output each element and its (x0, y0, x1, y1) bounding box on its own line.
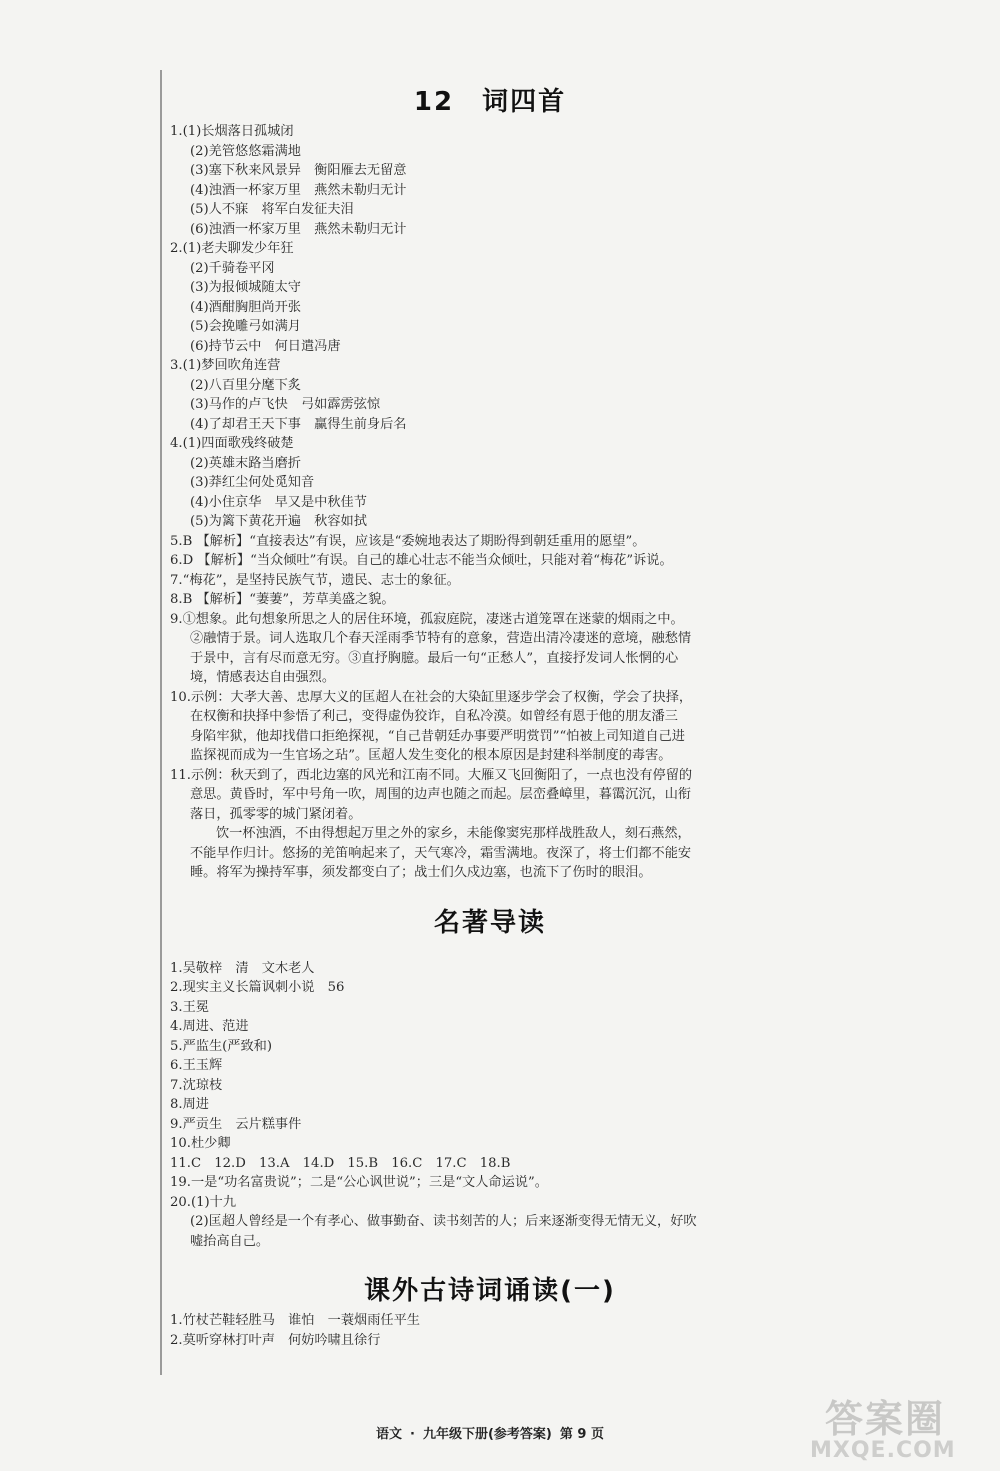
answer-line: (2)八百里分麾下炙 (190, 377, 301, 393)
answer-line: (5)为篱下黄花开遍 秋容如拭 (190, 514, 367, 529)
section-ci-si-shou (170, 82, 810, 883)
section-title: 12 词四首 (413, 87, 567, 117)
answer-line: 意思。黄昏时，军中号角一吹，周围的边声也随之而起。层峦叠嶂里，暮霭沉沉，山衔 (190, 787, 692, 802)
watermark-logo (810, 1388, 990, 1468)
answer-line: (5)会挽雕弓如满月 (190, 319, 301, 334)
footer-page-number: 第 9 页 (559, 1427, 604, 1442)
answer-line: (3)莽红尘何处觅知音 (190, 475, 315, 490)
answer-line: 2.莫听穿林打叶声 何妨吟啸且徐行 (170, 1332, 381, 1348)
footer-subject: 语文 (376, 1427, 403, 1442)
answer-line: 3.王冕 (170, 999, 209, 1015)
answer-line: 4.(1)四面歌残终破楚 (170, 436, 294, 451)
section-title: 课外古诗词诵读(一) (364, 1276, 616, 1306)
answer-line: 8.周进 (170, 1097, 209, 1112)
answer-list (170, 959, 810, 1252)
watermark-text: 答案圈 (825, 1397, 946, 1441)
footer-separator: · (410, 1427, 415, 1442)
answer-line: (6)持节云中 何日遣冯唐 (190, 338, 341, 354)
answer-line: 6.D 【解析】“当众倾吐”有误。自己的雄心壮志不能当众倾吐，只能对着“梅花”诉说。 (170, 553, 673, 568)
answer-line: 8.B 【解析】“萋萋”，芳草美盛之貌。 (170, 592, 395, 607)
answer-line: (6)浊酒一杯家万里 燕然未勒归无计 (190, 221, 407, 237)
answer-line: 20.(1)十九 (170, 1194, 237, 1210)
answer-line: 1.(1)长烟落日孤城闭 (170, 124, 294, 139)
section-title: 名著导读 (433, 907, 546, 938)
answer-line: 2.(1)老夫聊发少年狂 (170, 241, 294, 256)
answer-line: 9.①想象。此句想象所思之人的居住环境，孤寂庭院，凄迷古道笼罩在迷蒙的烟雨之中。 (170, 611, 684, 627)
answer-line: 于景中，言有尽而意无穷。③直抒胸臆。最后一句“正愁人”，直接抒发词人怅惘的心 (190, 650, 679, 666)
answer-line: (3)为报倾城随太守 (190, 280, 301, 295)
answer-line: (3)塞下秋来风景异 衡阳雁去无留意 (190, 163, 407, 178)
answer-line: ②融情于景。词人选取几个春天淫雨季节特有的意象，营造出清冷凄迷的意境，融愁情 (190, 631, 692, 646)
answer-line: (4)了却君王天下事 赢得生前身后名 (190, 416, 407, 432)
answer-line: 11.示例：秋天到了，西北边塞的风光和江南不同。大雁又飞回衡阳了，一点也没有停留的 (170, 767, 693, 783)
answer-line: (2)英雄末路当磨折 (190, 455, 301, 471)
answer-line: 7.“梅花”，是坚持民族气节，遗民、志士的象征。 (170, 572, 460, 588)
answer-list (170, 1311, 810, 1350)
answer-line: (3)马作的卢飞快 弓如霹雳弦惊 (190, 397, 381, 412)
answer-line: 19.一是“功名富贵说”；二是“公心讽世说”；三是“文人命运说”。 (170, 1175, 548, 1190)
page-footer (340, 1423, 640, 1443)
answer-line: 在权衡和抉择中参悟了利己，变得虚伪狡诈，自私冷漠。如曾经有恩于他的朋友潘三 (190, 709, 678, 724)
answer-line: 境，情感表达自由强烈。 (190, 670, 336, 685)
answer-line: 9.严贡生 云片糕事件 (170, 1116, 302, 1132)
answer-line: 6.王玉辉 (170, 1058, 223, 1073)
answer-line: 5.严监生(严致和) (170, 1038, 272, 1054)
answer-line: (4)浊酒一杯家万里 燕然未勒归无计 (190, 182, 407, 198)
answer-line: 嘘抬高自己。 (190, 1233, 270, 1249)
answer-line: 4.周进、范进 (170, 1019, 249, 1034)
answer-line: 10.杜少卿 (170, 1136, 231, 1151)
answer-line: 落日，孤零零的城门紧闭着。 (190, 806, 362, 822)
answer-list (170, 122, 810, 883)
answer-line: (4)小住京华 早又是中秋佳节 (190, 494, 367, 510)
answer-line: 5.B 【解析】“直接表达”有误，应该是“委婉地表达了期盼得到朝廷重用的愿望”。 (170, 533, 646, 549)
answer-line: (2)羌管悠悠霜满地 (190, 143, 301, 159)
answer-content (170, 82, 810, 1350)
answer-line: (2)千骑卷平冈 (190, 260, 275, 276)
answer-line: 1.竹杖芒鞋轻胜马 谁怕 一蓑烟雨任平生 (170, 1313, 420, 1328)
footer-grade: 九年级下册(参考答案) (422, 1427, 552, 1442)
answer-line: 11.C 12.D 13.A 14.D 15.B 16.C 17.C 18.B (170, 1155, 511, 1171)
answer-line: (4)酒酣胸胆尚开张 (190, 299, 301, 315)
section-ming-zhu (170, 903, 810, 1252)
answer-line: 2.现实主义长篇讽刺小说 56 (170, 980, 345, 995)
answer-line: 1.吴敬梓 清 文木老人 (170, 960, 315, 976)
answer-line: 睡。将军为操持军事，须发都变白了；战士们久戍边塞，也流下了伤时的眼泪。 (190, 865, 652, 880)
answer-line: (2)匡超人曾经是一个有孝心、做事勤奋、读书刻苦的人；后来逐渐变得无情无义，好吹 (190, 1214, 697, 1229)
watermark-url: MXQE.COM (810, 1438, 956, 1463)
margin-rule (160, 70, 162, 1375)
answer-line: 7.沈琼枝 (170, 1077, 223, 1093)
answer-line: (5)人不寐 将军白发征夫泪 (190, 202, 354, 217)
section-ke-wai (170, 1271, 810, 1350)
answer-line: 监探视而成为一生官场之玷”。匡超人发生变化的根本原因是封建科举制度的毒害。 (190, 748, 672, 763)
answer-line: 3.(1)梦回吹角连营 (170, 358, 281, 373)
answer-line: 10.示例：大孝大善、忠厚大义的匡超人在社会的大染缸里逐步学会了权衡，学会了抉择， (170, 689, 693, 705)
answer-line: 不能早作归计。悠扬的羌笛响起来了，天气寒冷，霜雪满地。夜深了，将士们都不能安 (190, 845, 692, 861)
answer-line: 身陷牢狱，他却找借口拒绝探视，“自己昔朝廷办事要严明赏罚”“怕被上司知道自己进 (190, 728, 685, 744)
answer-line: 饮一杯浊酒，不由得想起万里之外的家乡，未能像窦宪那样战胜敌人，刻石燕然， (216, 826, 691, 841)
